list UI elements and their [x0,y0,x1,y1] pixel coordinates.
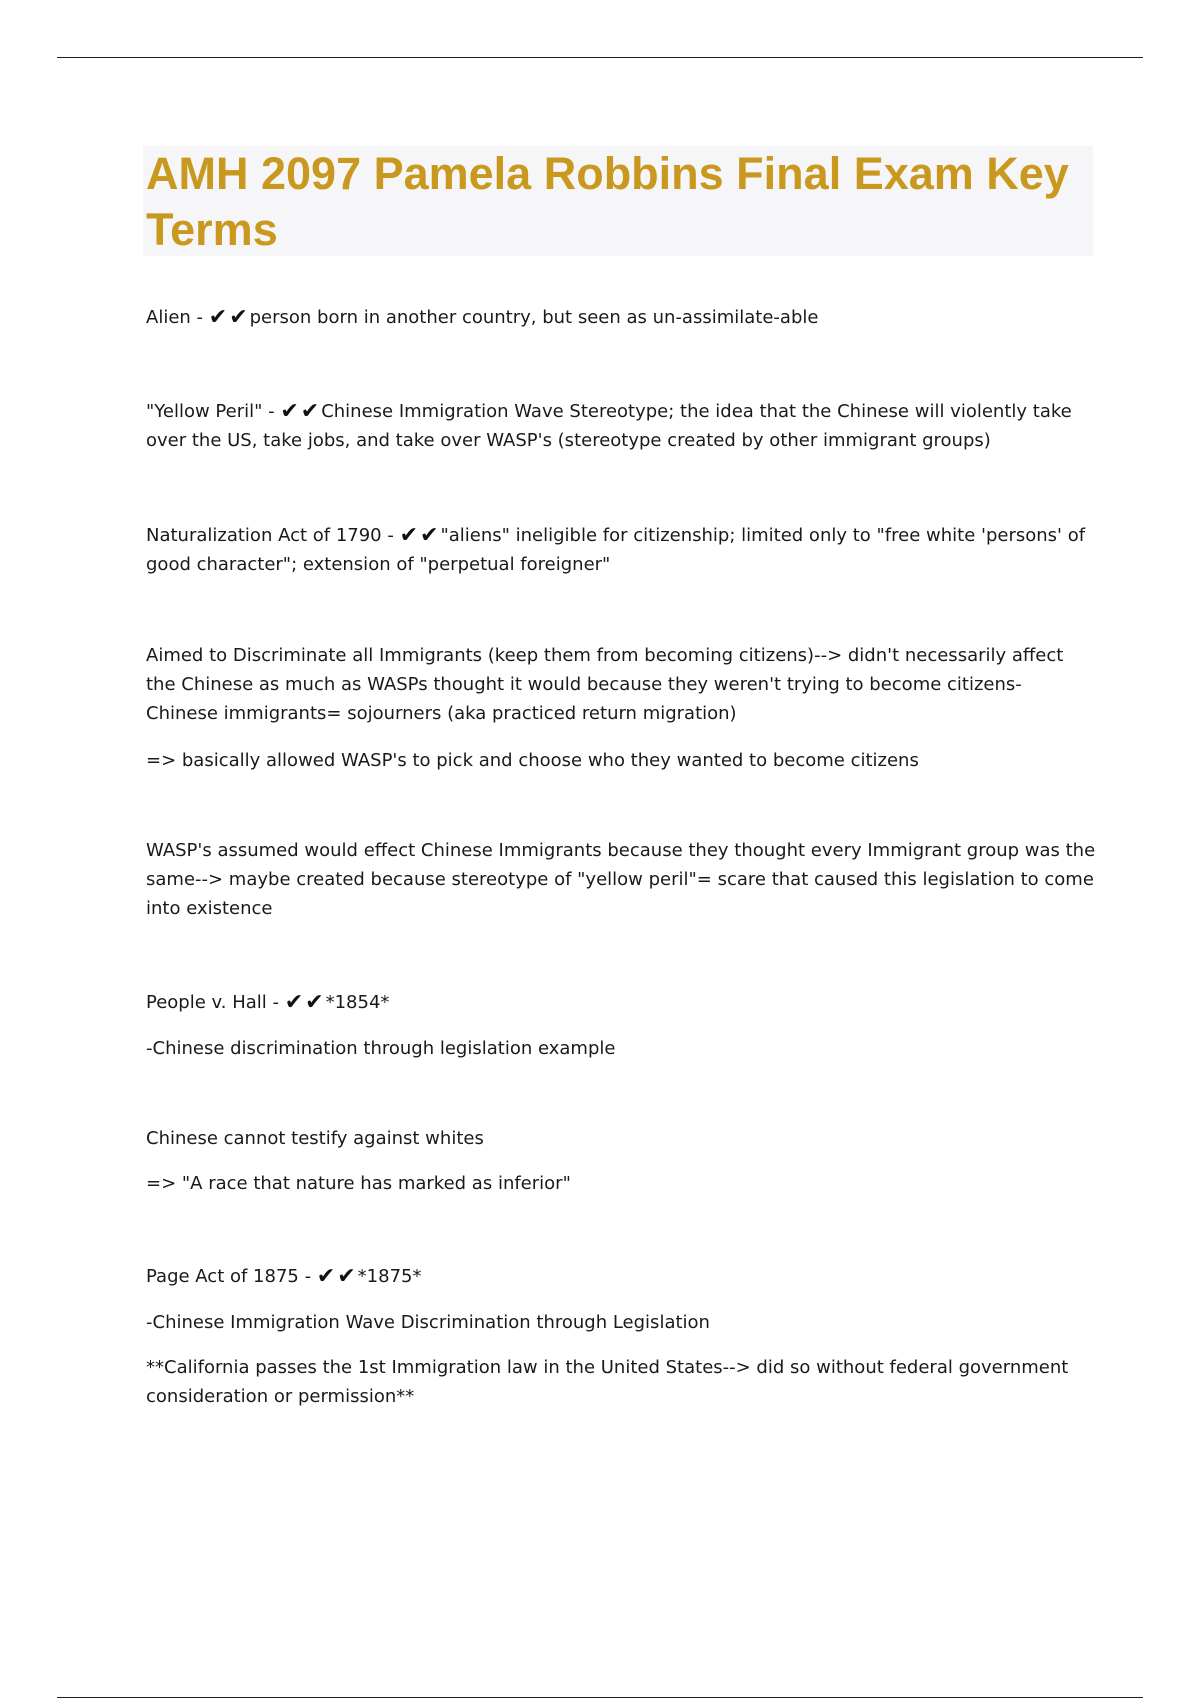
paragraph: -Chinese Immigration Wave Discrimination through Legislation [146,1312,710,1333]
term: Alien - [146,307,209,328]
check-icon: ✔ [420,523,441,548]
top-rule [57,57,1143,58]
paragraph: => basically allowed WASP's to pick and choose who they wanted to become citizens [146,750,919,771]
entry-naturalization-act [146,521,1096,579]
check-icon: ✔ [316,1264,338,1289]
document-title: AMH 2097 Pamela Robbins Final Exam Key Terms [146,148,1069,255]
definition: *1854* [325,992,390,1013]
check-icon: ✔ [280,399,301,424]
paragraph: -Chinese discrimination through legislation example [146,1038,616,1059]
paragraph: WASP's assumed would effect Chinese Immigrants because they thought every Immigrant group was the same--> maybe created because stereotype of "yellow peril"= scare that caused this legislation to come into existence [146,840,1096,919]
definition: "aliens" ineligible for citizenship; limited only to "free white 'persons' of good character"; extension of "perpetual foreigner" [146,525,1086,575]
definition: Chinese Immigration Wave Stereotype; the idea that the Chinese will violently take over the US, take jobs, and take over WASP's (stereotype created by other immigrant groups) [146,401,1072,451]
check-icon: ✔ [229,305,250,330]
entry-people-v-hall [146,988,1096,1017]
term: "Yellow Peril" - [146,401,281,422]
check-icon: ✔ [305,990,326,1015]
paragraph: Chinese cannot testify against whites [146,1128,484,1149]
term: People v. Hall - [146,992,285,1013]
term: Page Act of 1875 - [146,1266,317,1287]
definition: *1875* [357,1266,422,1287]
check-icon: ✔ [337,1264,358,1289]
paragraph: Aimed to Discriminate all Immigrants (keep them from becoming citizens)--> didn't necessarily affect the Chinese as much as WASPs thought it would because they weren't trying to become citizens- Chinese immigrants= sojourners (aka practiced return migration) [146,645,1064,724]
check-icon: ✔ [300,399,322,424]
entry-alien [146,303,1096,332]
check-icon: ✔ [399,523,421,548]
paragraph: **California passes the 1st Immigration law in the United States--> did so without federal government consideration or permission** [146,1357,1069,1407]
entry-yellow-peril [146,397,1096,455]
check-icon: ✔ [208,305,230,330]
entry-page-act [146,1262,1096,1291]
term: Naturalization Act of 1790 - [146,525,400,546]
definition: person born in another country, but seen as un-assimilate-able [249,307,819,328]
paragraph: => "A race that nature has marked as inferior" [146,1173,571,1194]
bottom-rule [57,1697,1143,1698]
check-icon: ✔ [284,990,306,1015]
